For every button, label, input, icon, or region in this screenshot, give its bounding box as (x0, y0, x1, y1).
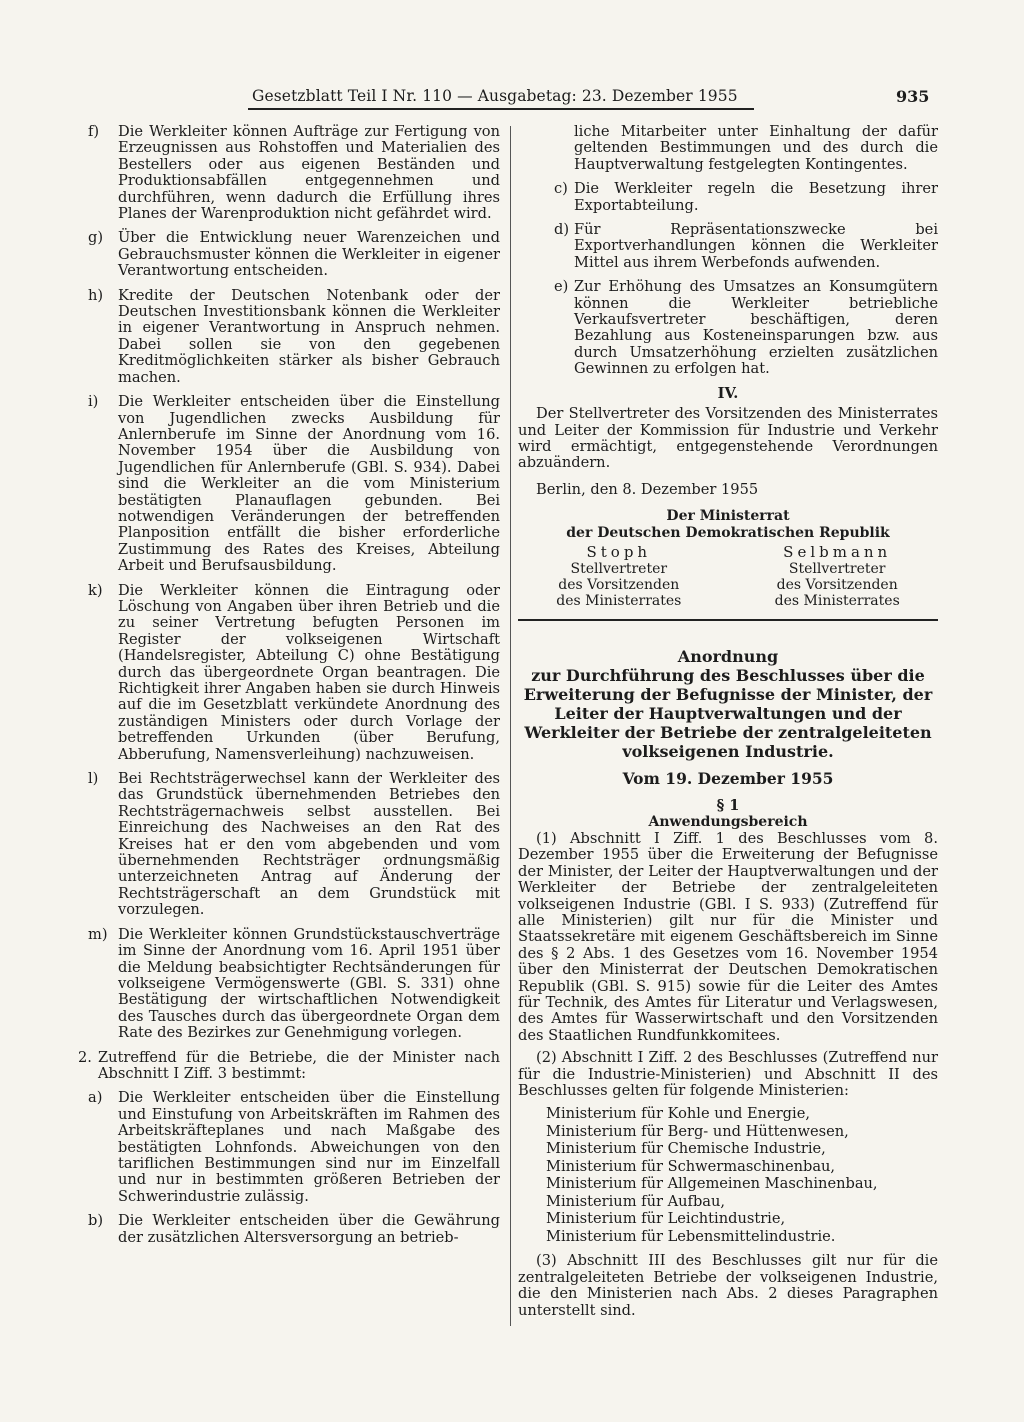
item-label: g) (88, 229, 104, 247)
item-label: e) (554, 278, 569, 296)
item-label: i) (88, 393, 99, 411)
list-item: Ministerium für Kohle und Energie, (546, 1105, 810, 1123)
item-label: l) (88, 770, 99, 788)
list-item: Ministerium für Allgemeinen Maschinenbau, (546, 1175, 878, 1193)
item-label: a) (88, 1089, 103, 1107)
item-label: 2. (78, 1048, 92, 1066)
paragraph-heading: Anwendungsbereich (648, 813, 808, 830)
item-text: Zur Erhöhung des Umsatzes an Konsumgütern können die Werkleiter betriebliche Verkaufsvertreter beschäftigen, deren Bezahlung aus Kosteneinsparungen bzw. aus durch Umsatzerhöhung erzielten zusätzlichen Gewinnen zu erfolgen hat. (574, 278, 938, 378)
page-header-title: Gesetzblatt Teil I Nr. 110 — Ausgabetag: 23. Dezember 1955 (252, 87, 738, 105)
item-text: Bei Rechtsträgerwechsel kann der Werkleiter des das Grundstück übernehmenden Betriebes den Rechtsträgernachweis selbst ausstellen. Bei Einreichung des Nachweises an den Rat des Kreises hat er den vom abgebenden und vom übernehmenden Rechtsträger ordnungsmäßig unterzeichneten Antrag auf Änderung der Rechtsträgerschaft an dem Grundstück mit vorzulegen. (118, 770, 500, 919)
council-title: Der Ministerrat (666, 508, 790, 525)
signature-left (518, 544, 720, 608)
item-label: f) (88, 123, 100, 140)
list-item-g (78, 230, 500, 279)
item-text: Die Werkleiter entscheiden über die Gewährung der zusätzlichen Altersversorgung an betrieb- (118, 1212, 500, 1246)
list-item-f (78, 124, 500, 222)
list-item: Ministerium für Chemische Industrie, (546, 1140, 826, 1158)
signatory-role: Stellvertreter (788, 560, 886, 577)
list-item: Ministerium für Schwermaschinenbau, (546, 1157, 836, 1175)
ordinance-title-word: Anordnung (677, 646, 779, 666)
item-label: d) (554, 221, 570, 239)
signatory-name: Stoph (586, 543, 652, 562)
list-item-l (78, 771, 500, 919)
signatory-role: Stellvertreter (570, 560, 668, 577)
list-item: Ministerium für Berg- und Hüttenwesen, (546, 1122, 849, 1140)
ministry-list (546, 1105, 938, 1245)
item-text: Zutreffend für die Betriebe, die der Minister nach Abschnitt I Ziff. 3 bestimmt: (98, 1048, 500, 1082)
paragraph-2: (2) Abschnitt I Ziff. 2 des Beschlusses (Zutreffend nur für die Industrie-Ministerien) und Abschnitt II des Beschlusses gelten für folgende Ministerien: (518, 1049, 938, 1100)
list-item-2 (78, 1050, 500, 1083)
list-item-k (78, 583, 500, 763)
list-item-c (518, 181, 938, 214)
item-label: h) (88, 286, 104, 304)
signatory-role: des Ministerrates (774, 592, 900, 609)
page-number: 935 (896, 87, 930, 106)
section-heading-iv: IV. (717, 384, 739, 402)
item-text: Die Werkleiter entscheiden über die Einstellung und Einstufung von Arbeitskräften im Rahmen des Arbeitskräfteplanes und nach Maßgabe des bestätigten Lohnfonds. Abweichungen von den tariflichen Bestimmungen sind nur im Einzelfall und nur in bestimmten größeren Betrieben der Schwerindustrie zulässig. (118, 1089, 500, 1205)
item-text: Die Werkleiter regeln die Besetzung ihrer Exportabteilung. (574, 180, 938, 214)
header-rule (248, 108, 754, 110)
item-text: Die Werkleiter entscheiden über die Einstellung von Jugendlichen zwecks Ausbildung für Anlernberufe im Sinne der Anordnung vom 16. November 1954 über die Ausbildung von Jugendlichen für Anlernberufe (GBl. S. 934). Dabei sind die Werkleiter an die vom Ministerium bestätigten Planauflagen gebunden. Bei notwendigen Veränderungen der betreffenden Planposition entfällt die bisher erforderliche Zustimmung des Rates des Kreises, Abteilung Arbeit und Berufsausbildung. (118, 393, 500, 575)
section-rule (518, 619, 938, 621)
signatory-role: des Vorsitzenden (558, 576, 680, 593)
item-text: Die Werkleiter können die Eintragung oder Löschung von Angaben über ihren Betrieb und die zu seiner Vertretung befugten Personen im Register der volkseigenen Wirtschaft (Handelsregister, Abteilung C) ohne Bestätigung durch das übergeordnete Organ beantragen. Die Richtigkeit ihrer Angaben haben sie durch Hinweis auf die im Gesetzblatt verkündete Anordnung des zuständigen Ministers oder durch Vorlage der betreffenden Urkunden (über Berufung, Abberufung, Namensverleihung) nachzuweisen. (118, 581, 500, 763)
paragraph-1: (1) Abschnitt I Ziff. 1 des Beschlusses vom 8. Dezember 1955 über die Erweiterung der Befugnisse der Minister, der Leiter der Hauptverwaltungen und der Werkleiter der Betriebe der zentralgeleiteten volkseigenen Industrie (GBl. I S. 933) (Zutreffend für alle Ministerien) gilt nur für die Minister und Staatssekretäre mit eigenem Geschäftsbereich im Sinne des § 2 Abs. 1 des Gesetzes vom 16. November 1954 über den Ministerrat der Deutschen Demokratischen Republik (GBl. S. 915) sowie für die Leiter des Amtes für Technik, des Amtes für Literatur und Verlagswesen, des Amtes für Wasserwirtschaft und den Vorsitzenden des Staatlichen Rundfunkkomitees. (518, 829, 938, 1044)
column-divider (510, 126, 511, 1326)
list-item-m (78, 927, 500, 1042)
item-label: m) (88, 925, 108, 943)
item-label: k) (88, 581, 103, 599)
item-label: c) (554, 180, 568, 198)
signatory-role: des Vorsitzenden (776, 576, 898, 593)
signatory-name: Selbmann (783, 543, 892, 562)
list-item: Ministerium für Aufbau, (546, 1192, 726, 1210)
item-text: Für Repräsentationszwecke bei Exportverhandlungen können die Werkleiter Mittel aus ihrem Werbefonds aufwenden. (574, 221, 938, 271)
list-item-b (78, 1213, 500, 1246)
council-subtitle: der Deutschen Demokratischen Republik (566, 525, 890, 542)
list-item-d (518, 222, 938, 271)
item-label: b) (88, 1212, 104, 1230)
item-b-continuation: liche Mitarbeiter unter Einhaltung der dafür geltenden Bestimmungen und des durch die Hauptverwaltung festgelegten Kontingentes. (574, 123, 938, 173)
paragraph-3: (3) Abschnitt III des Beschlusses gilt nur für die zentralgeleiteten Betriebe der volkseigenen Industrie, die den Ministerien nach Abs. 2 dieses Paragraphen unterstellt sind. (518, 1252, 938, 1319)
list-item-h (78, 288, 500, 386)
item-text: Die Werkleiter können Grundstückstauschverträge im Sinne der Anordnung vom 16. April 1951 über die Meldung beabsichtigter Rechtsänderungen für volkseigene Vermögenswerte (GBl. S. 331) ohne Bestätigung der wirtschaftlichen Notwendigkeit des Tausches durch das übergeordnete Organ dem Rate des Bezirkes zur Genehmigung vorlegen. (118, 925, 500, 1042)
place-date: Berlin, den 8. Dezember 1955 (536, 480, 759, 498)
list-item-e (518, 279, 938, 377)
item-text: Die Werkleiter können Aufträge zur Fertigung von Erzeugnissen aus Rohstoffen und Materialien des Bestellers oder aus eigenen Beständen und Produktionsabfällen entgegennehmen und durchführen, wenn dadurch die Erfüllung ihres Planes der Warenproduktion nicht gefährdet wird. (118, 123, 500, 223)
left-column (78, 124, 500, 1254)
list-item: Ministerium für Leichtindustrie, (546, 1210, 786, 1228)
paragraph-sign: § 1 (716, 796, 740, 814)
list-item: Ministerium für Lebensmittelindustrie. (546, 1227, 836, 1245)
signatory-role: des Ministerrates (556, 592, 682, 609)
list-item-i (78, 394, 500, 574)
item-text: Kredite der Deutschen Notenbank oder der Deutschen Investitionsbank können die Werkleiter in eigener Verantwortung in Anspruch nehmen. Dabei sollen sie von den gegebenen Kreditmöglichkeiten stärker als bisher Gebrauch machen. (118, 286, 500, 386)
signature-block (518, 544, 938, 608)
right-column (518, 124, 938, 1325)
item-text: Über die Entwicklung neuer Warenzeichen und Gebrauchsmuster können die Werkleiter in eigener Verantwortung entscheiden. (118, 229, 500, 280)
ordinance-title: zur Durchführung des Beschlusses über die Erweiterung der Befugnisse der Minister, der Leiter der Hauptverwaltungen und der Werkleiter der Betriebe der zentralgeleiteten volkseigenen Industrie. (523, 665, 933, 761)
list-item-a (78, 1090, 500, 1205)
section-iv-text: Der Stellvertreter des Vorsitzenden des Ministerrates und Leiter der Kommission für Industrie und Verkehr wird ermächtigt, entgegenstehende Verordnungen abzuändern. (518, 405, 938, 472)
signature-right (736, 544, 938, 608)
ordinance-date: Vom 19. Dezember 1955 (622, 768, 834, 788)
